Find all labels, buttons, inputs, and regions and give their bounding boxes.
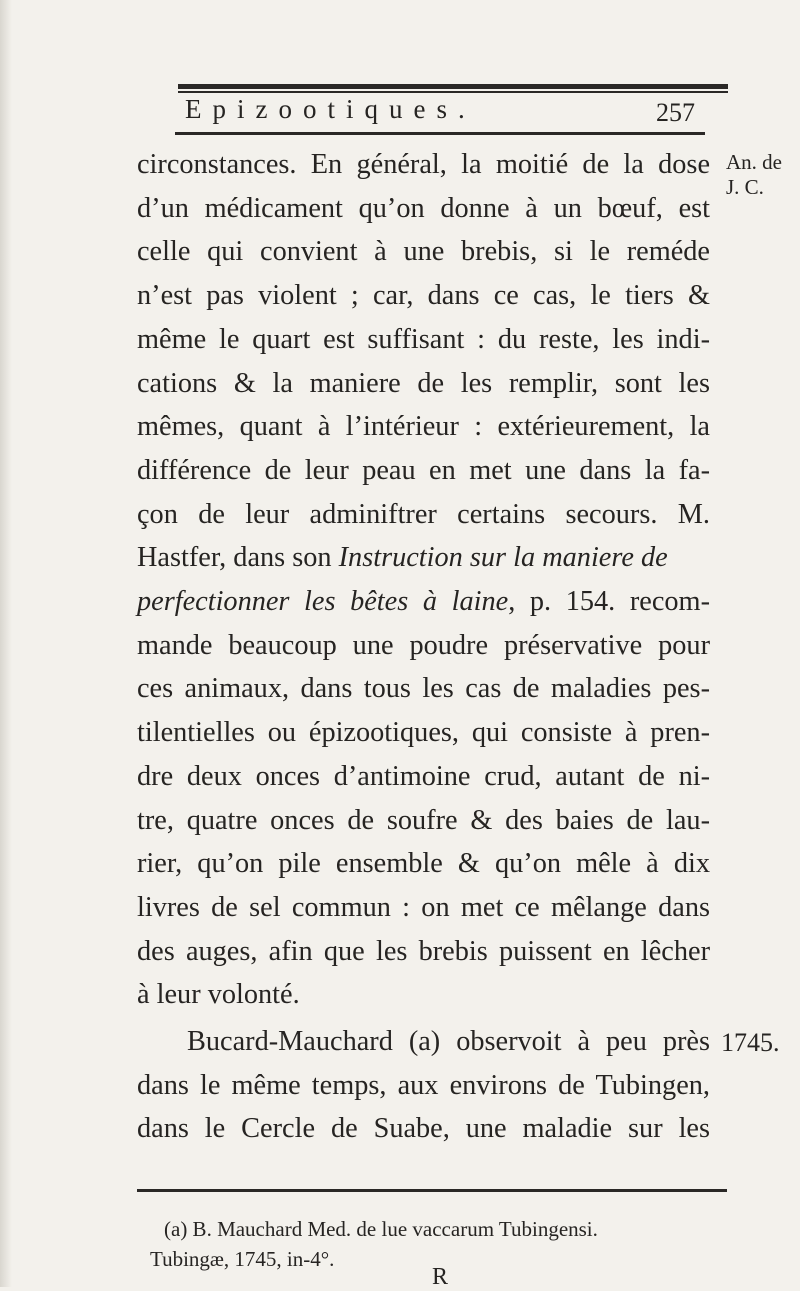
- text-line: çon de leur adminiftrer certains secours. M.: [137, 498, 710, 530]
- text-line: à leur volonté.: [137, 979, 300, 1011]
- text-line: mande beaucoup une poudre préservative pour: [137, 629, 710, 661]
- header-ornament-rule-thin: [178, 91, 728, 93]
- header-ornament-rule: [178, 84, 728, 89]
- paragraph-1: [137, 143, 710, 1017]
- text-line: cations & la maniere de les remplir, sont les: [137, 367, 710, 399]
- signature-mark: R: [432, 1264, 449, 1290]
- text-fragment: Hastfer, dans son: [137, 542, 332, 574]
- text-line: livres de sel commun : on met ce mêlange dans: [137, 891, 710, 923]
- text-line: tre, quatre onces de soufre & des baies de lau-: [137, 804, 710, 836]
- text-line: rier, qu’on pile ensemble & qu’on mêle à dix: [137, 848, 710, 880]
- text-line: des auges, afin que les brebis puissent en lêcher: [137, 935, 710, 967]
- header-rule: [175, 132, 705, 135]
- page-reference: , p. 154. recom-: [508, 586, 710, 618]
- footnote-rule: [137, 1189, 727, 1192]
- paragraph-2: [137, 1020, 710, 1151]
- footnote: [150, 1214, 710, 1274]
- margin-note-era: An. de J. C.: [726, 150, 782, 199]
- text-line: même le quart est suffisant : du reste, les indi-: [137, 323, 710, 355]
- text-line: celle qui convient à une brebis, si le reméde: [137, 236, 710, 268]
- text-line: ces animaux, dans tous les cas de maladies pes-: [137, 673, 710, 705]
- text-line: différence de leur peau en met une dans la fa-: [137, 454, 710, 486]
- text-line: circonstances. En général, la moitié de la dose: [137, 149, 710, 180]
- text-line: [137, 580, 710, 624]
- text-line: d’un médicament qu’on donne à un bœuf, est: [137, 192, 710, 224]
- margin-note-year: 1745.: [721, 1028, 780, 1057]
- page-gutter-shadow: [0, 0, 12, 1287]
- footnote-line: Tubingæ, 1745, in-4°.: [150, 1247, 335, 1271]
- text-line: tilentielles ou épizootiques, qui consiste à pren-: [137, 717, 710, 749]
- italic-title: perfectionner les bêtes à laine: [137, 586, 509, 618]
- page-number: 257: [656, 98, 695, 127]
- text-line: dre deux onces d’antimoine crud, autant de ni-: [137, 760, 710, 792]
- italic-title: Instruction sur la maniere de: [338, 542, 668, 574]
- text-line: mêmes, quant à l’intérieur : extérieurement, la: [137, 411, 710, 443]
- text-line: Bucard-Mauchard (a) observoit à peu près: [187, 1026, 710, 1057]
- text-line: n’est pas violent ; car, dans ce cas, le tiers &: [137, 280, 710, 312]
- text-line: dans le même temps, aux environs de Tubingen,: [137, 1069, 710, 1101]
- text-line: dans le Cercle de Suabe, une maladie sur les: [137, 1113, 710, 1145]
- running-title: Epizootiques.: [185, 94, 476, 124]
- running-header: [175, 94, 695, 130]
- text-line: [137, 536, 710, 580]
- footnote-line: (a) B. Mauchard Med. de lue vaccarum Tubingensi.: [164, 1217, 598, 1241]
